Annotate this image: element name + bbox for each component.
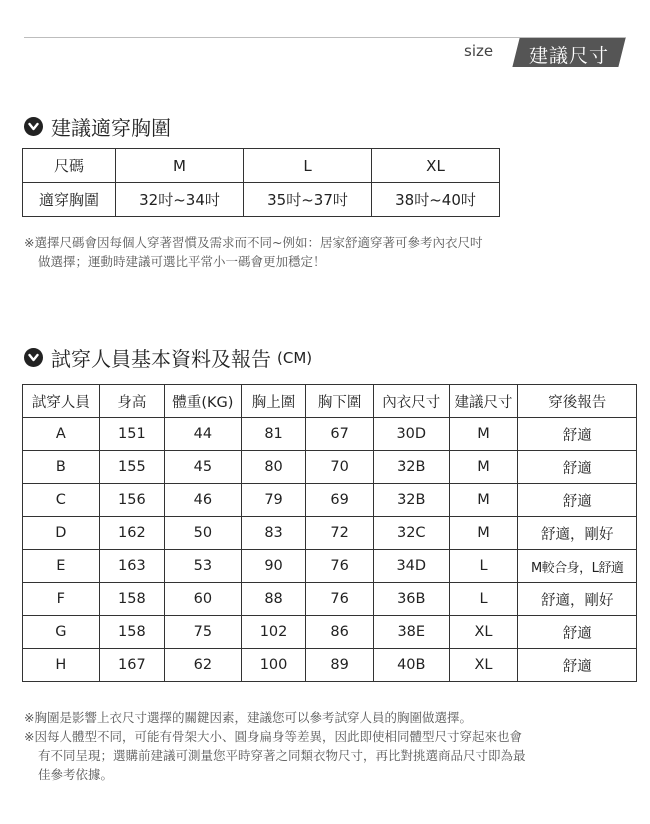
chevron-down-circle-icon (24, 117, 43, 136)
table-cell: L (449, 583, 518, 616)
table-cell: 40B (373, 649, 449, 682)
table-cell: 81 (241, 418, 306, 451)
table-row (23, 451, 637, 484)
fitting-report-table (22, 384, 637, 682)
table-cell: 167 (99, 649, 164, 682)
table-header-cell: 內衣尺寸 (373, 385, 449, 418)
size-badge-text: 建議尺寸 (528, 45, 609, 67)
table-cell: 151 (99, 418, 164, 451)
table-cell: D (23, 517, 100, 550)
table-cell: 53 (165, 550, 242, 583)
table-cell: 36B (373, 583, 449, 616)
table-cell: 35吋~37吋 (244, 183, 372, 217)
bust-reference-note (24, 708, 624, 784)
table-header-cell: 尺碼 (23, 149, 116, 183)
table-cell: E (23, 550, 100, 583)
section-title-text: 試穿人員基本資料及報告 (51, 347, 271, 371)
note-line: 有不同呈現；選購前建議可測量您平時穿著之同類衣物尺寸，再比對挑選商品尺寸即為最 (38, 748, 526, 763)
table-header-cell: 穿後報告 (518, 385, 637, 418)
table-cell: M (449, 418, 518, 451)
table-cell: 舒適，剛好 (518, 517, 637, 550)
table-cell: C (23, 484, 100, 517)
table-cell: 90 (241, 550, 306, 583)
table-cell: 舒適 (518, 616, 637, 649)
table-cell: M (449, 451, 518, 484)
table-cell: 70 (306, 451, 374, 484)
table-cell: 158 (99, 616, 164, 649)
table-cell: 89 (306, 649, 374, 682)
note-line: 做選擇；運動時建議可選比平常小一碼會更加穩定！ (38, 254, 326, 269)
table-cell: 舒適 (518, 418, 637, 451)
table-header-cell: L (244, 149, 372, 183)
table-cell: A (23, 418, 100, 451)
size-bust-table (22, 148, 500, 217)
table-row (23, 616, 637, 649)
table-cell: 102 (241, 616, 306, 649)
table-cell: 44 (165, 418, 242, 451)
note-line: ※胸圍是影響上衣尺寸選擇的關鍵因素，建議您可以參考試穿人員的胸圍做選擇。 (24, 710, 472, 725)
size-label: size (464, 42, 494, 60)
table-cell: 32吋~34吋 (116, 183, 244, 217)
unit-label: (CM) (277, 348, 313, 367)
table-row (23, 418, 637, 451)
table-cell: 62 (165, 649, 242, 682)
table-cell: L (449, 550, 518, 583)
table-cell: 32B (373, 484, 449, 517)
table-header-row (23, 149, 500, 183)
table-cell: 38E (373, 616, 449, 649)
table-cell: 38吋~40吋 (372, 183, 500, 217)
table-row (23, 484, 637, 517)
section-title-fitting-report (24, 343, 312, 372)
note-line: ※因每人體型不同，可能有骨架大小、圓身扁身等差異，因此即使相同體型尺寸穿起來也會 (24, 729, 522, 744)
table-row (23, 517, 637, 550)
table-cell: 舒適 (518, 649, 637, 682)
table-cell: 158 (99, 583, 164, 616)
table-cell: M較合身，L舒適 (518, 550, 637, 583)
table-cell: 適穿胸圍 (23, 183, 116, 217)
note-line: 佳參考依據。 (38, 767, 114, 782)
table-cell: 45 (165, 451, 242, 484)
table-cell: XL (449, 616, 518, 649)
table-cell: 76 (306, 550, 374, 583)
table-cell: 76 (306, 583, 374, 616)
table-cell: 79 (241, 484, 306, 517)
table-cell: 60 (165, 583, 242, 616)
table-cell: M (449, 484, 518, 517)
table-cell: 32B (373, 451, 449, 484)
table-cell: 72 (306, 517, 374, 550)
table-cell: 162 (99, 517, 164, 550)
table-header-cell: 胸下圍 (306, 385, 374, 418)
section-title-recommended-bust (24, 112, 171, 141)
table-header-cell: 建議尺寸 (449, 385, 518, 418)
table-header-cell: 胸上圍 (241, 385, 306, 418)
table-cell: 50 (165, 517, 242, 550)
table-row (23, 583, 637, 616)
table-cell: 舒適，剛好 (518, 583, 637, 616)
table-header-row (23, 385, 637, 418)
table-cell: 163 (99, 550, 164, 583)
table-cell: XL (449, 649, 518, 682)
table-header-cell: 試穿人員 (23, 385, 100, 418)
table-cell: 舒適 (518, 451, 637, 484)
table-cell: 32C (373, 517, 449, 550)
table-cell: 舒適 (518, 484, 637, 517)
chevron-down-circle-icon (24, 348, 43, 367)
table-cell: H (23, 649, 100, 682)
table-cell: 67 (306, 418, 374, 451)
table-cell: 156 (99, 484, 164, 517)
table-cell: 100 (241, 649, 306, 682)
table-header-cell: 體重(KG) (165, 385, 242, 418)
note-line: ※選擇尺碼會因每個人穿著習慣及需求而不同~例如：居家舒適穿著可參考內衣尺吋 (24, 235, 483, 250)
table-cell: 34D (373, 550, 449, 583)
table-row (23, 649, 637, 682)
table-header-cell: XL (372, 149, 500, 183)
table-row (23, 183, 500, 217)
size-selection-note (24, 233, 624, 271)
table-cell: M (449, 517, 518, 550)
table-cell: F (23, 583, 100, 616)
section-title-text: 建議適穿胸圍 (51, 116, 171, 140)
table-header-cell: M (116, 149, 244, 183)
table-cell: 75 (165, 616, 242, 649)
table-cell: G (23, 616, 100, 649)
table-cell: 155 (99, 451, 164, 484)
table-cell: 88 (241, 583, 306, 616)
table-cell: 46 (165, 484, 242, 517)
table-cell: B (23, 451, 100, 484)
table-cell: 86 (306, 616, 374, 649)
table-cell: 30D (373, 418, 449, 451)
table-cell: 80 (241, 451, 306, 484)
table-header-cell: 身高 (99, 385, 164, 418)
table-cell: 83 (241, 517, 306, 550)
table-row (23, 550, 637, 583)
table-cell: 69 (306, 484, 374, 517)
